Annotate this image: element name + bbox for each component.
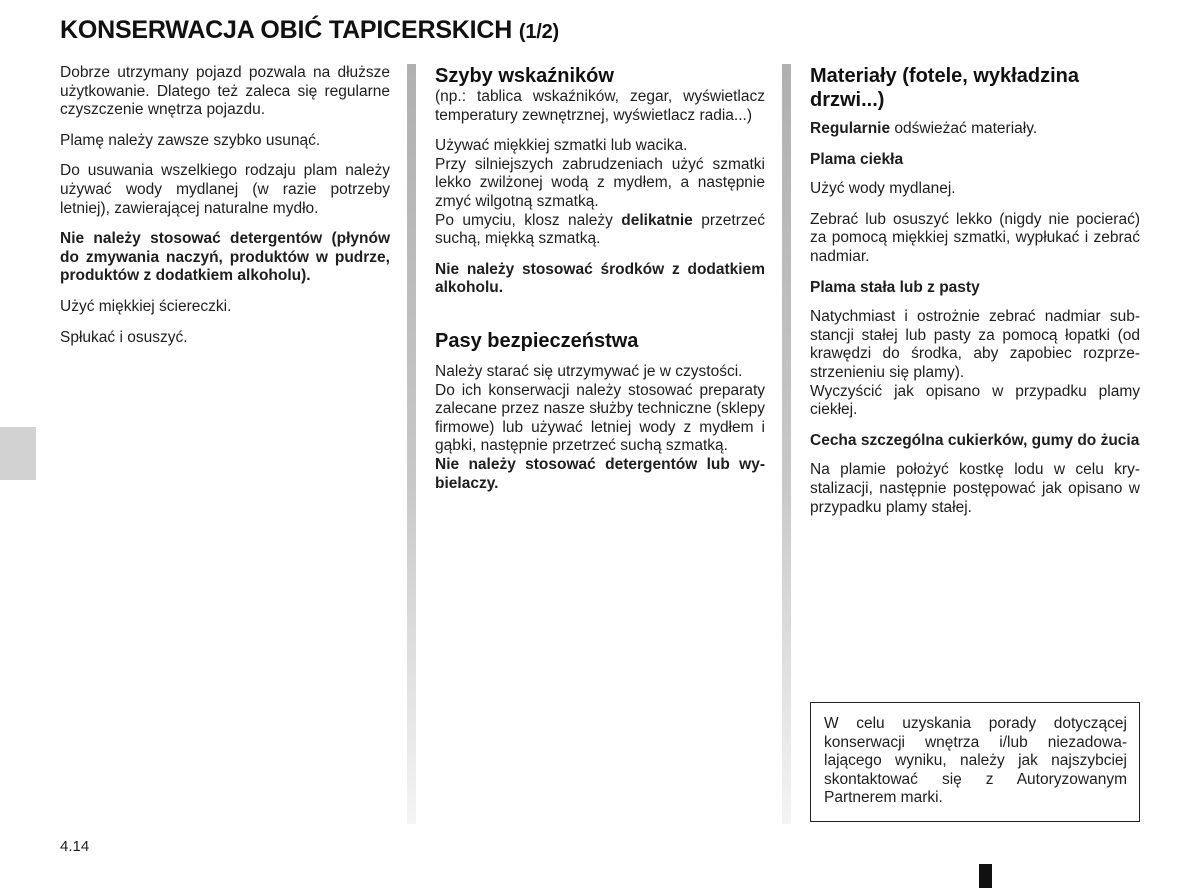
detergent-warning: Nie należy stosować detergentów (płynów do zmywania naczyń, produktów w pudrze, produktów z dodatkiem alkoholu).: [60, 230, 390, 285]
intro-paragraph: Użyć miękkiej ściereczki.: [60, 297, 232, 315]
column-separator: [407, 64, 416, 824]
emphasis-text: Regularnie: [810, 120, 891, 137]
seat-belt-paragraph: Do ich konserwacji należy stosować preparaty zalecane przez nasze służby techniczne (sklepy firmowe) lub używać letniej wody z mydłem i gąbki, następnie przetrzeć suchą szmatką.: [435, 381, 765, 455]
intro-paragraph: Plamę należy zawsze szybko usunąć.: [60, 131, 321, 149]
alcohol-warning: Nie należy stosować środków z dodatkiem alkoholu.: [435, 260, 765, 297]
page-title-part: (1/2): [518, 21, 559, 43]
subheading-liquid-stain: Plama ciekła: [810, 150, 904, 168]
text-run: przetrzeć suchą, miękką szmatką.: [435, 211, 765, 248]
column-materials: [810, 64, 1140, 529]
gauge-glass-examples: (np.: tablica wskaźników, zegar, wyświetlacz temperatury zewnętrznej, wyświetlacz radia...): [435, 88, 765, 124]
emphasis-text: delikatnie: [621, 211, 693, 229]
bleach-warning: Nie należy stosować detergentów lub wybielaczy.: [435, 455, 765, 492]
materials-paragraph: [810, 120, 1140, 139]
gauge-glass-instruction: Używać miękkiej szmatki lub wacika.: [435, 137, 688, 155]
advice-note-text: W celu uzyskania porady dotyczącej konserwacji wnętrza i/lub niezadowalającego wyniku, należy jak najszybciej skontaktować się z Autoryzowanym Partnerem marki.: [824, 715, 1127, 807]
solid-stain-paragraph: Wyczyścić jak opisano w przypadku plamy ciekłej.: [810, 382, 1140, 419]
gauge-glass-instruction: [435, 212, 765, 249]
page-title-text: KONSERWACJA OBIĆ TAPICERSKICH: [60, 16, 513, 44]
column-intro: [60, 64, 390, 359]
seat-belt-paragraph: Należy starać się utrzymywać je w czystości.: [435, 362, 743, 380]
gauge-glass-instruction: Przy silniejszych zabrudzeniach użyć szmatki lekko zwilżonej wodą z mydłem, a następnie zmyć wilgotną szmatką.: [435, 155, 765, 210]
intro-paragraph: Dobrze utrzymany pojazd pozwala na dłuższe użytkowanie. Dlatego też zaleca się regularne czyszczenie wnętrza pojazdu.: [60, 64, 390, 119]
solid-stain-paragraph: Natychmiast i ostrożnie zebrać nadmiar substancji stałej lub pasty za pomocą łopatki (od krawędzi do środka, aby zapobiec rozprzestrzenieniu się plamy).: [810, 308, 1140, 381]
candy-gum-paragraph: Na plamie położyć kostkę lodu w celu krystalizacji, następnie postępować jak opisano w przypadku plamy stałej.: [810, 461, 1140, 516]
section-heading-gauge-glass: Szyby wskaźników: [435, 65, 614, 87]
column-separator: [782, 64, 791, 824]
subheading-solid-stain: Plama stała lub z pasty: [810, 278, 980, 296]
liquid-stain-paragraph: Użyć wody mydlanej.: [810, 180, 956, 198]
liquid-stain-paragraph: Zebrać lub osuszyć lekko (nigdy nie pocierać) za pomocą miękkiej szmatki, wypłukać i zebrać nadmiar.: [810, 210, 1140, 265]
page-edge-marker: [979, 864, 992, 888]
section-heading-materials: Materiały (fotele, wykładzina drzwi...): [810, 65, 1079, 111]
text-run: Po umyciu, klosz należy: [435, 211, 622, 229]
intro-paragraph: Do usuwania wszelkiego rodzaju plam należy używać wody mydlanej (w razie potrzeby letniej), zawierającej naturalne mydło.: [60, 162, 390, 217]
intro-paragraph: Spłukać i osuszyć.: [60, 328, 188, 346]
text-run: odświeżać materiały.: [890, 120, 1038, 137]
advice-note-box: [810, 702, 1140, 822]
subheading-candy-gum: Cecha szczególna cukierków, gumy do żucia: [810, 431, 1140, 449]
page-title: [60, 16, 559, 45]
section-side-tab: [0, 427, 36, 480]
column-gauges-belts: [435, 64, 765, 493]
page-number: 4.14: [60, 838, 90, 855]
section-heading-seat-belts: Pasy bezpieczeństwa: [435, 329, 639, 352]
